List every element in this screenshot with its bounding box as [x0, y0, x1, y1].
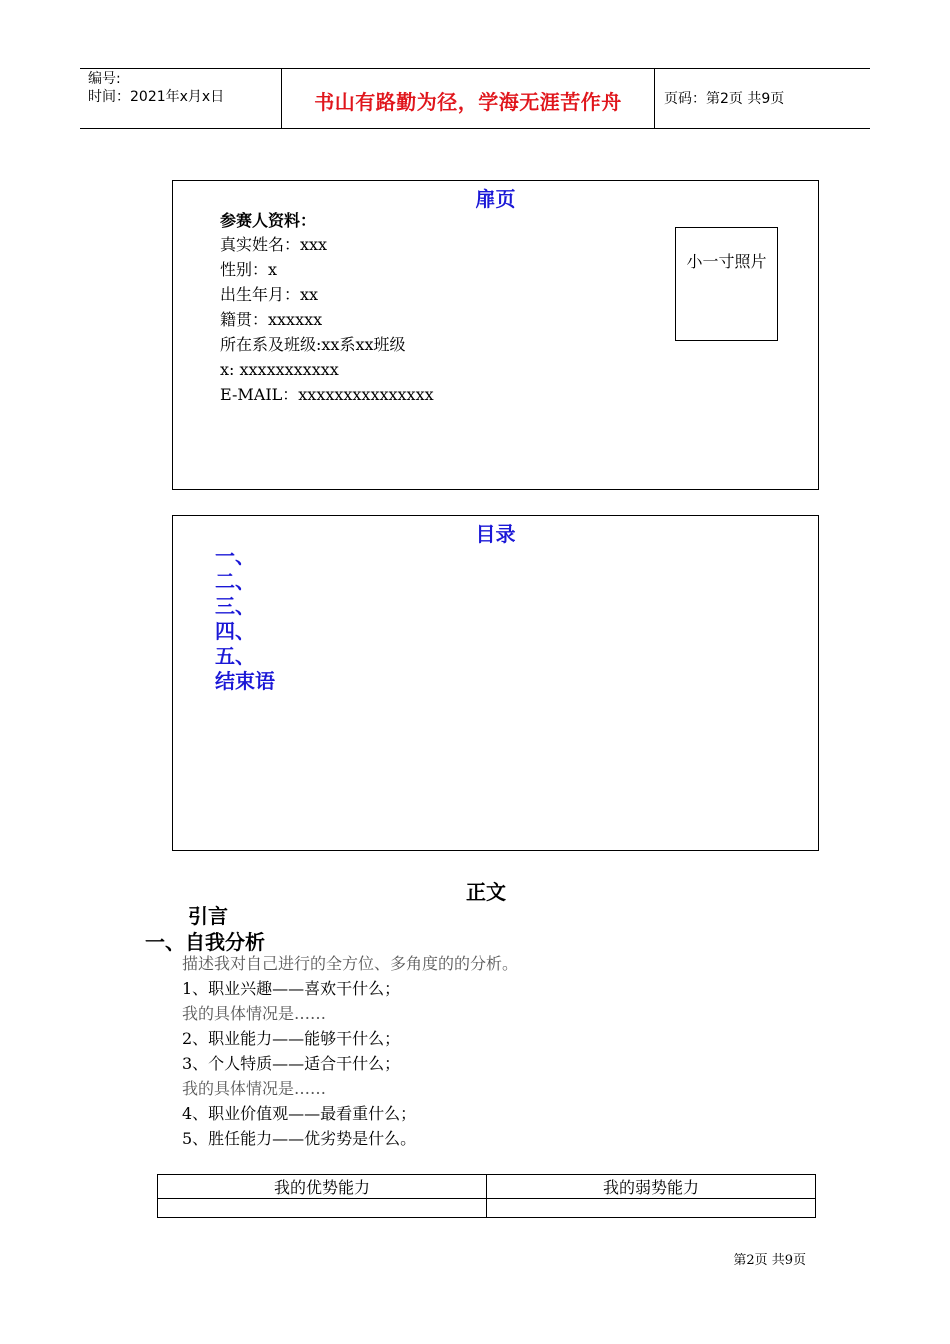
info-field-birth: 出生年月：xx — [220, 285, 319, 304]
header-bottom-rule — [80, 128, 870, 129]
body-line: 3、个人特质——适合干什么； — [182, 1054, 401, 1073]
title-page-heading: 扉页 — [475, 187, 516, 211]
info-field-origin: 籍贯：xxxxxx — [220, 310, 323, 329]
toc-item: 结束语 — [215, 669, 275, 693]
table-row — [158, 1199, 816, 1218]
header-divider — [654, 68, 655, 129]
info-field-contact: x: xxxxxxxxxxx — [220, 360, 339, 379]
photo-label: 小一寸照片 — [686, 252, 767, 271]
toc-list — [215, 544, 275, 694]
body-line: 我的具体情况是…… — [182, 1079, 327, 1098]
body-line: 5、胜任能力——优劣势是什么。 — [182, 1129, 417, 1148]
toc-heading: 目录 — [475, 522, 516, 546]
table-header-strengths: 我的优势能力 — [158, 1175, 487, 1199]
header-motto: 书山有路勤为径，学海无涯苦作舟 — [314, 90, 622, 114]
body-lines — [182, 951, 518, 1151]
header-page-number: 页码：第2页 共9页 — [664, 91, 785, 107]
body-line: 1、职业兴趣——喜欢干什么； — [182, 979, 401, 998]
photo-placeholder — [675, 227, 778, 341]
toc-item: 二、 — [215, 569, 255, 593]
body-line: 4、职业价值观——最看重什么； — [182, 1104, 417, 1123]
table-header-row — [158, 1175, 816, 1199]
document-date: 时间：2021年x月x日 — [88, 89, 225, 105]
table-cell — [158, 1199, 487, 1218]
title-page-box — [172, 180, 819, 490]
info-field-email: E-MAIL：xxxxxxxxxxxxxxx — [220, 385, 434, 404]
toc-item: 四、 — [215, 619, 255, 643]
toc-item: 三、 — [215, 594, 255, 618]
info-field-gender: 性别：x — [220, 260, 278, 279]
page-footer: 第2页 共9页 — [733, 1253, 806, 1268]
ability-table — [157, 1174, 816, 1218]
section-heading-self-analysis: 一、自我分析 — [145, 930, 265, 954]
document-number-label: 编号: — [88, 71, 121, 87]
header-top-rule — [80, 68, 870, 69]
participant-info-list — [220, 232, 434, 407]
toc-box — [172, 515, 819, 851]
body-line: 我的具体情况是…… — [182, 1004, 327, 1023]
toc-item: 一、 — [215, 544, 255, 568]
table-cell — [487, 1199, 816, 1218]
toc-item: 五、 — [215, 644, 255, 668]
info-field-class: 所在系及班级:xx系xx班级 — [220, 335, 406, 354]
body-line: 2、职业能力——能够干什么； — [182, 1029, 401, 1048]
body-line: 描述我对自己进行的全方位、多角度的的分析。 — [182, 954, 519, 973]
table-header-weaknesses: 我的弱势能力 — [487, 1175, 816, 1199]
info-field-name: 真实姓名：xxx — [220, 235, 328, 254]
intro-heading: 引言 — [188, 904, 228, 928]
main-body-title: 正文 — [466, 880, 506, 904]
participant-info-heading: 参赛人资料： — [220, 211, 317, 230]
